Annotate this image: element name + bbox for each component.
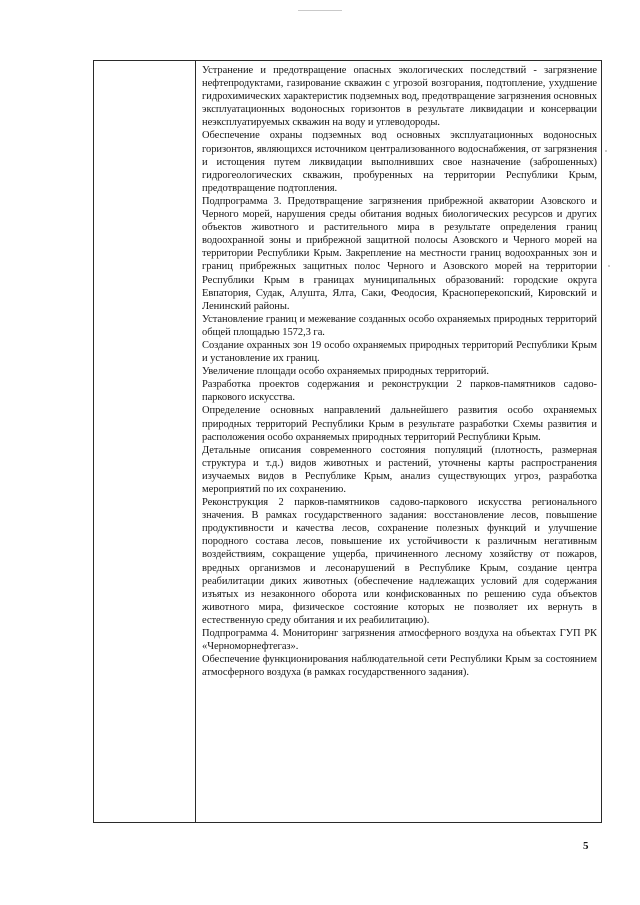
table-row [94, 61, 602, 823]
paragraph-boundaries-survey: Установление границ и межевание созданных особо охраняемых природных территорий общей площадью 1572,3 га. [202, 313, 597, 338]
paragraph-protection-zones: Создание охранных зон 19 особо охраняемых природных территорий Республики Крым и установление их границ. [202, 339, 597, 365]
right-column-cell [196, 61, 602, 823]
top-scan-mark [298, 10, 342, 11]
left-column-cell [94, 61, 196, 823]
paragraph-population-descriptions: Детальные описания современного состояния популяций (плотность, размерная структура и т.д.) видов животных и растений, уточнены карты распространения изучаемых видов в Республике Крым, анализ существующих угроз, разработка мероприятий по их сохранению. [202, 444, 597, 495]
document-table [93, 60, 602, 823]
paragraph-area-increase: Увеличение площади особо охраняемых природных территорий. [202, 366, 489, 378]
scan-speck [605, 150, 607, 152]
scan-speck [608, 265, 610, 267]
paragraph-park-reconstruction: Реконструкция 2 парков-памятников садово-паркового искусства регионального значения. В рамках государственного задания: восстановление лесов, повышение продуктивности и качества лесов, сохранение полезных функций и улучшение породного состава лесов, повышение их устойчивости к различным негативным воздействиям, сокращение ущерба, причиненного лесному хозяйству от пожаров, вредных организмов и лесонарушений в Республике Крым, создание центра реабилитации диких животных (обеспечение надлежащих условий для содержания изъятых из незаконного оборота или конфискованных по решению суда объектов животного мира, физическое состояние которых не позволяет их вернуть в естественную среду обитания и их реабилитацию). [202, 497, 597, 626]
paragraph-park-projects: Разработка проектов содержания и реконструкции 2 парков-памятников садово-паркового искусства. [202, 379, 597, 404]
paragraph-development-directions: Определение основных направлений дальнейшего развития особо охраняемых природных территорий Республики Крым в результате разработки Схемы развития и расположения особо охраняемых природных территорий Республики Крым. [202, 405, 597, 443]
paragraph-monitoring-network: Обеспечение функционирования наблюдательной сети Республики Крым за состоянием атмосферного воздуха (в рамках государственного задания). [202, 654, 597, 679]
paragraph-elimination-consequences: Устранение и предотвращение опасных экологических последствий - загрязнение нефтепродуктами, газирование скважин с угрозой возгорания, подтопление, ухудшение гидрохимических характеристик подземных вод, предотвращение загрязнения основных эксплуатационных водоносных горизонтов в результате ликвидации и консервации неэксплуатируемых скважин на воду и углеводороды. [202, 65, 597, 129]
paragraph-subprogram-4: Подпрограмма 4. Мониторинг загрязнения атмосферного воздуха на объектах ГУП РК «Черноморнефтегаз». [202, 628, 597, 653]
paragraph-groundwater-protection: Обеспечение охраны подземных вод основных эксплуатационных водоносных горизонтов, являющихся источником централизованного водоснабжения, от загрязнения и истощения путем ликвидации выполнивших свое назначение (заброшенных) гидрогеологических скважин, пробуренных на территории Республики Крым, предотвращение подтопления. [202, 130, 597, 194]
page-number: 5 [583, 840, 589, 852]
paragraph-subprogram-3: Подпрограмма 3. Предотвращение загрязнения прибрежной акватории Азовского и Черного морей, нарушения среды обитания водных биологических ресурсов и других объектов животного и растительного мира в результате определения границ водоохранной зоны и прибрежной защитной полосы Азовского и Черного морей на территории Республики Крым. Закрепление на местности границ водоохранных зон и границ прибрежных защитных полос Черного и Азовского морей на территории Республики Крым в границах муниципальных образований: городские округа Евпатория, Судак, Алушта, Ялта, Саки, Феодосия, Красноперекопский, Кировский и Ленинский районы. [202, 195, 597, 312]
